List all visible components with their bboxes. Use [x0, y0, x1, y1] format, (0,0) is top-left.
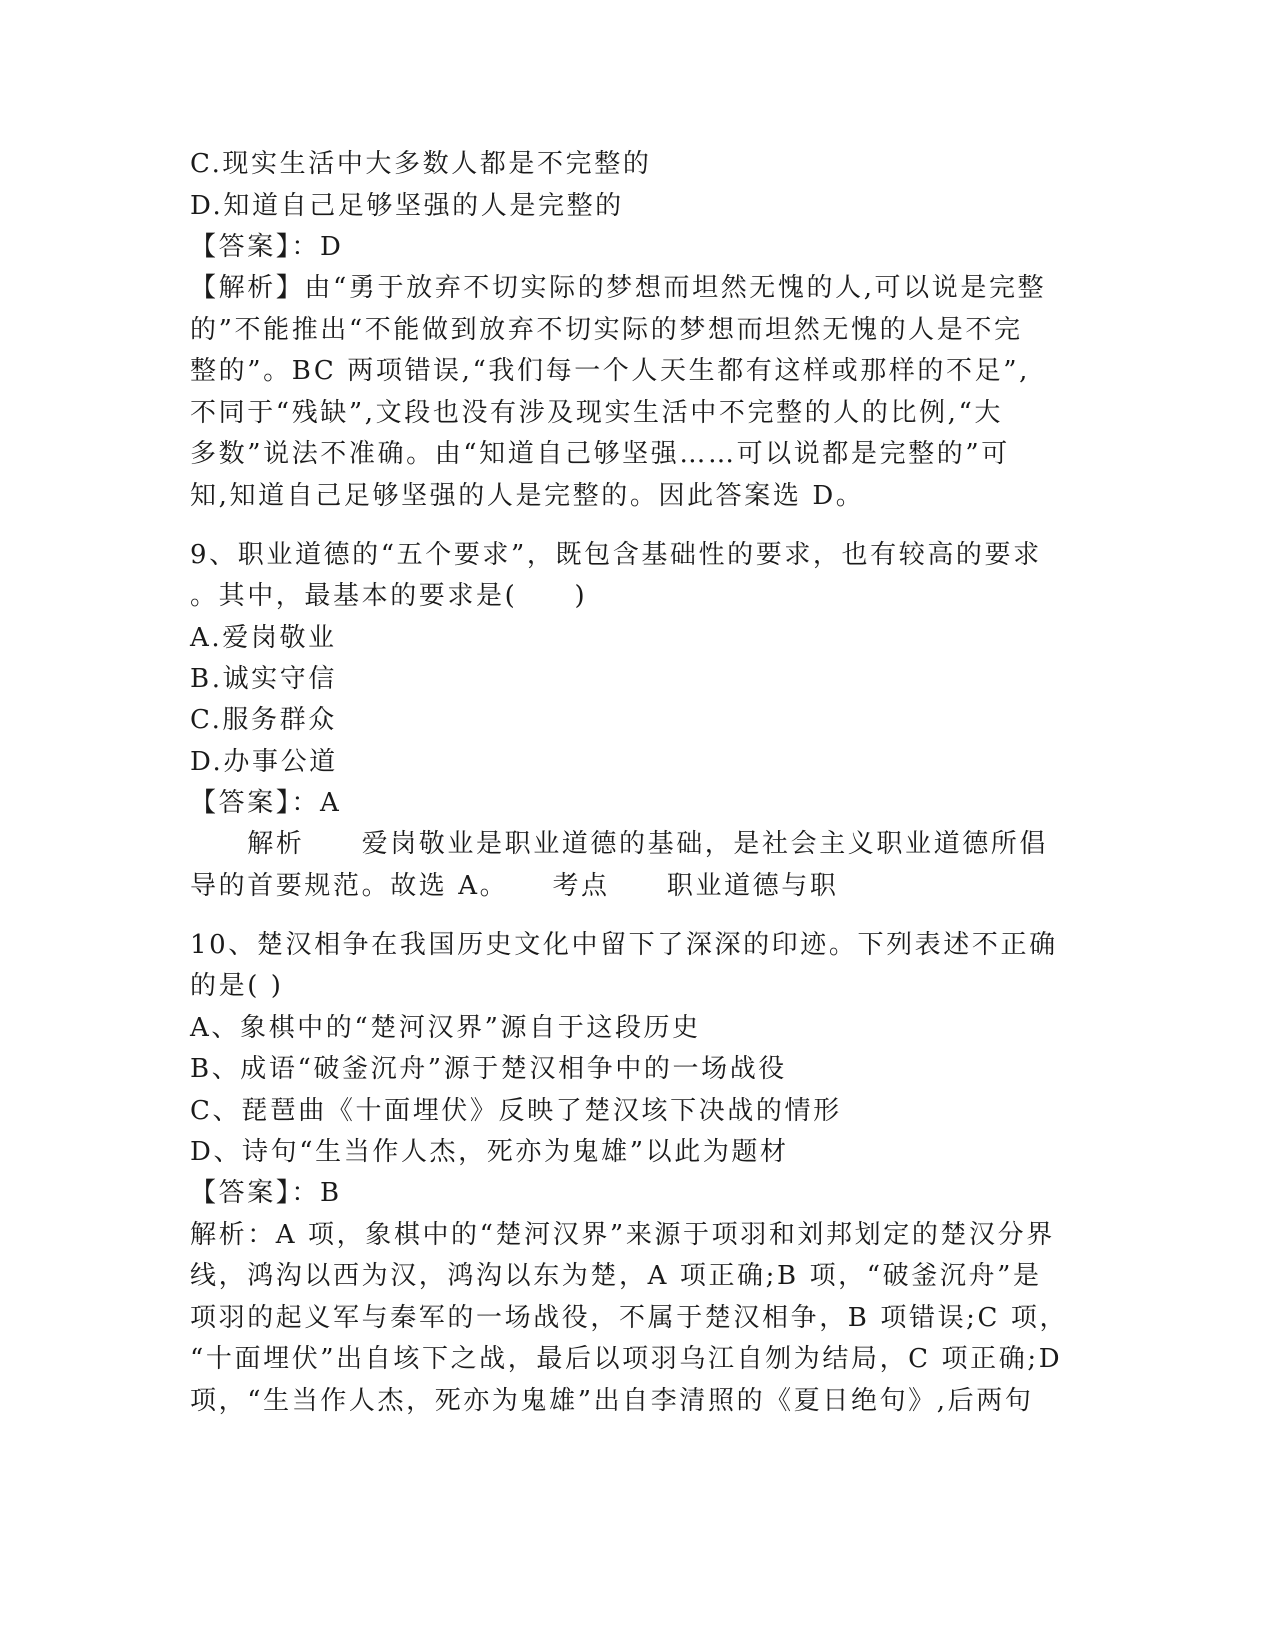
q10-option-a: A、象棋中的“楚河汉界”源自于这段历史 — [190, 1013, 701, 1043]
q10-option-c: C、琵琶曲《十面埋伏》反映了楚汉垓下决战的情形 — [190, 1096, 842, 1126]
q10-option-b: B、成语“破釜沉舟”源于楚汉相争中的一场战役 — [190, 1054, 787, 1084]
q9-stem-line: 。其中，最基本的要求是( ) — [190, 581, 588, 611]
q8-analysis-line: 知,知道自己足够坚强的人是完整的。因此答案选 D。 — [190, 481, 865, 511]
q8-analysis-line: 多数”说法不准确。由“知道自己够坚强……可以说都是完整的”可 — [190, 439, 1010, 469]
q9-option-b: B.诚实守信 — [190, 664, 337, 694]
q10-analysis-line: 解析：A 项，象棋中的“楚河汉界”来源于项羽和刘邦划定的楚汉分界 — [190, 1220, 1055, 1250]
q9-option-d: D.办事公道 — [190, 747, 338, 777]
q8-option-c: C.现实生活中大多数人都是不完整的 — [190, 149, 652, 179]
q10-analysis-line: 项，“生当作人杰，死亦为鬼雄”出自李清照的《夏日绝句》,后两句 — [190, 1386, 1034, 1416]
q8-analysis-line: 不同于“残缺”,文段也没有涉及现实生活中不完整的人的比例,“大 — [190, 398, 1004, 428]
q10-analysis-line: “十面埋伏”出自垓下之战，最后以项羽乌江自刎为结局，C 项正确;D — [190, 1344, 1063, 1374]
q10-analysis-line: 线，鸿沟以西为汉，鸿沟以东为楚，A 项正确;B 项，“破釜沉舟”是 — [190, 1261, 1042, 1291]
q9-option-c: C.服务群众 — [190, 705, 337, 735]
q10-stem-line: 的是( ) — [190, 971, 284, 1001]
q9-analysis-line: 解析 爱岗敬业是职业道德的基础，是社会主义职业道德所倡 — [190, 829, 1049, 859]
q9-stem-line: 9、职业道德的“五个要求”，既包含基础性的要求，也有较高的要求 — [190, 540, 1042, 570]
q10-analysis-line: 项羽的起义军与秦军的一场战役，不属于楚汉相争，B 项错误;C 项， — [190, 1303, 1069, 1333]
q9-answer: 【答案】：A — [190, 788, 342, 818]
q10-option-d: D、诗句“生当作人杰，死亦为鬼雄”以此为题材 — [190, 1137, 789, 1167]
q8-option-d: D.知道自己足够坚强的人是完整的 — [190, 191, 624, 221]
q8-analysis-line: 的”不能推出“不能做到放弃不切实际的梦想而坦然无愧的人是不完 — [190, 315, 1023, 345]
q8-answer: 【答案】：D — [190, 232, 344, 262]
q9-analysis-line: 导的首要规范。故选 A。 考点 职业道德与职 — [190, 871, 839, 901]
q8-analysis-line: 整的”。BC 两项错误,“我们每一个人天生都有这样或那样的不足”, — [190, 356, 1030, 386]
q10-answer: 【答案】：B — [190, 1178, 342, 1208]
q10-stem-line: 10、楚汉相争在我国历史文化中留下了深深的印迹。下列表述不正确 — [190, 930, 1058, 960]
q8-analysis-line: 【解析】由“勇于放弃不切实际的梦想而坦然无愧的人,可以说是完整 — [190, 273, 1047, 303]
q9-option-a: A.爱岗敬业 — [190, 623, 337, 653]
